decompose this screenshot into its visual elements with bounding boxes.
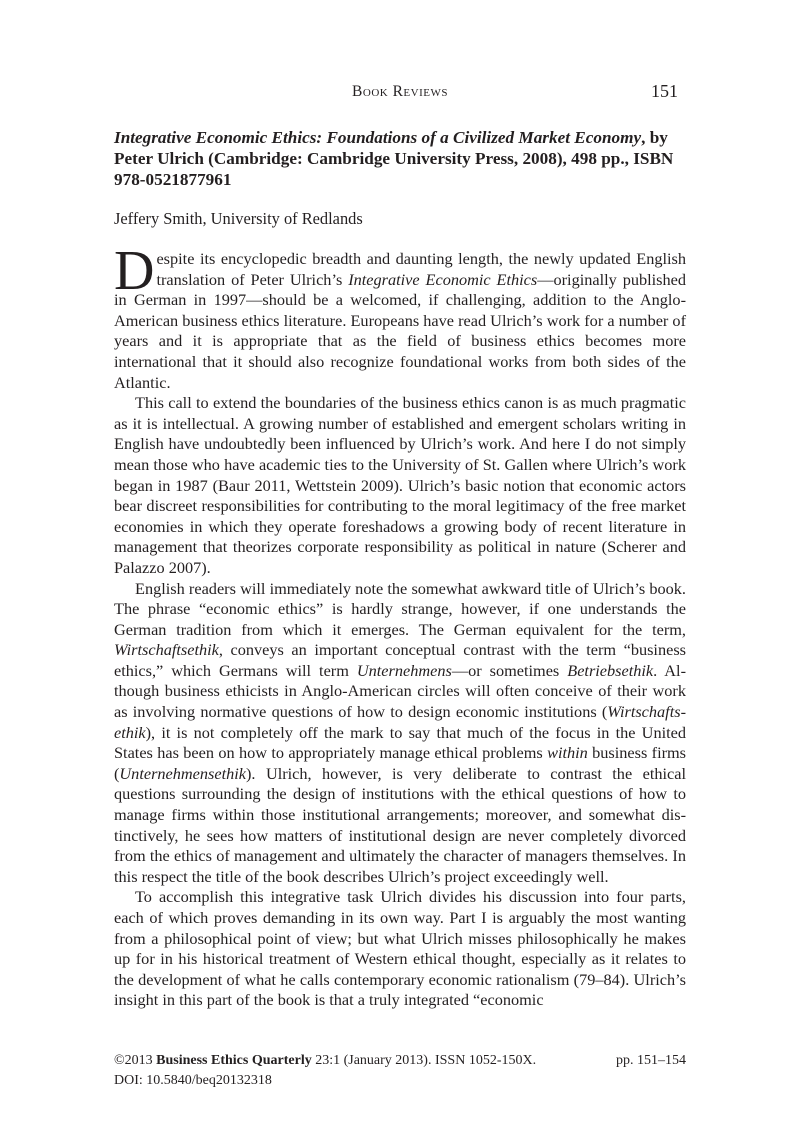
page-range: pp. 151–154 — [616, 1053, 686, 1068]
running-head — [114, 81, 686, 105]
paragraph-1: Despite its encyclopedic breadth and daunting length, the newly updated English translation of Peter Ulrich’s Integrative Economic Ethics—originally published in German in 1997—should be a welcomed, if challenging, addition to the Anglo-American business ethics literature. Europeans have read Ulrich’s work for a number of years and it is appropriate that as the field of business ethics becomes more international that it should also recognize foundational works from both sides of the Atlantic. — [114, 240, 687, 392]
book-details: , by Peter Ulrich (Cambridge: Cambridge University Press, 2008), 498 pp., ISBN 978-0521877961 — [114, 128, 674, 189]
drop-cap: D — [114, 240, 155, 302]
book-title: Integrative Economic Ethics: Foundations of a Civilized Market Economy — [114, 128, 642, 147]
doi: DOI: 10.5840/beq20132318 — [114, 1073, 272, 1088]
copyright-line: ©2013 Business Ethics Quarterly 23:1 (January 2013). ISSN 1052-150X. — [114, 1053, 537, 1068]
journal-name: Business Ethics Quarterly — [156, 1053, 312, 1068]
paragraph-3: English readers will immediately note the somewhat awkward title of Ulrich’s book. The phrase “economic ethics” is hardly strange, however, if one understands the German tradition from which it emerges. The German equivalent for the term, Wirtschaftsethik, conveys an important conceptual contrast with the term “business ethics,” which Germans will term Unternehmens—or sometimes Betriebsethik. Although business ethicists in Anglo-American circles will often conceive of their work as involving normative questions of how to design economic institutions (Wirtschaftsethik), it is not completely off the mark to say that much of the focus in the United States has been on how to appropriately manage ethical problems within business firms (Unternehmensethik). Ulrich, however, is very deliberate to contrast the ethical questions surrounding the design of institutions with the ethical questions of how to manage firms within those institutional arrangements; moreover, and somewhat distinctively, he sees how matters of institutional design are never completely divorced from the ethics of management and ultimately the character of managers themselves. In this respect the title of the book describes Ulrich’s project exceedingly well. — [114, 578, 687, 886]
paragraph-4: To accomplish this integrative task Ulrich divides his discussion into four parts, each of which proves demanding in its own way. Part I is arguably the most wanting from a philosophical point of view; but what Ulrich misses philosophically he makes up for in his historical treatment of Western ethical thought, especially as it relates to the development of what he calls contemporary economic rationalism (79–84). Ulrich’s insight in this part of the book is that a truly integrated “economic — [114, 887, 686, 1010]
book-citation-heading — [114, 127, 689, 190]
review-body — [114, 240, 687, 1011]
page-number: 151 — [651, 81, 678, 101]
reviewer-byline: Jeffery Smith, University of Redlands — [114, 209, 363, 228]
page-footer — [114, 1051, 686, 1091]
running-head-title: Book Reviews — [352, 83, 448, 100]
paragraph-2: This call to extend the boundaries of the business ethics canon is as much pragmatic as it is intellectual. A growing number of established and emergent scholars writing in English have undoubtedly been influenced by Ulrich’s work. And here I do not simply mean those who have academic ties to the University of St. Gallen where Ulrich’s work began in 1987 (Baur 2011, Wettstein 2009). Ulrich’s basic notion that economic actors bear discreet responsibilities for contributing to the moral legitimacy of the free market economies in which they operate foreshadows a growing body of recent literature in management that theorizes corporate responsibility as political in nature (Scherer and Palazzo 2007). — [114, 393, 686, 577]
